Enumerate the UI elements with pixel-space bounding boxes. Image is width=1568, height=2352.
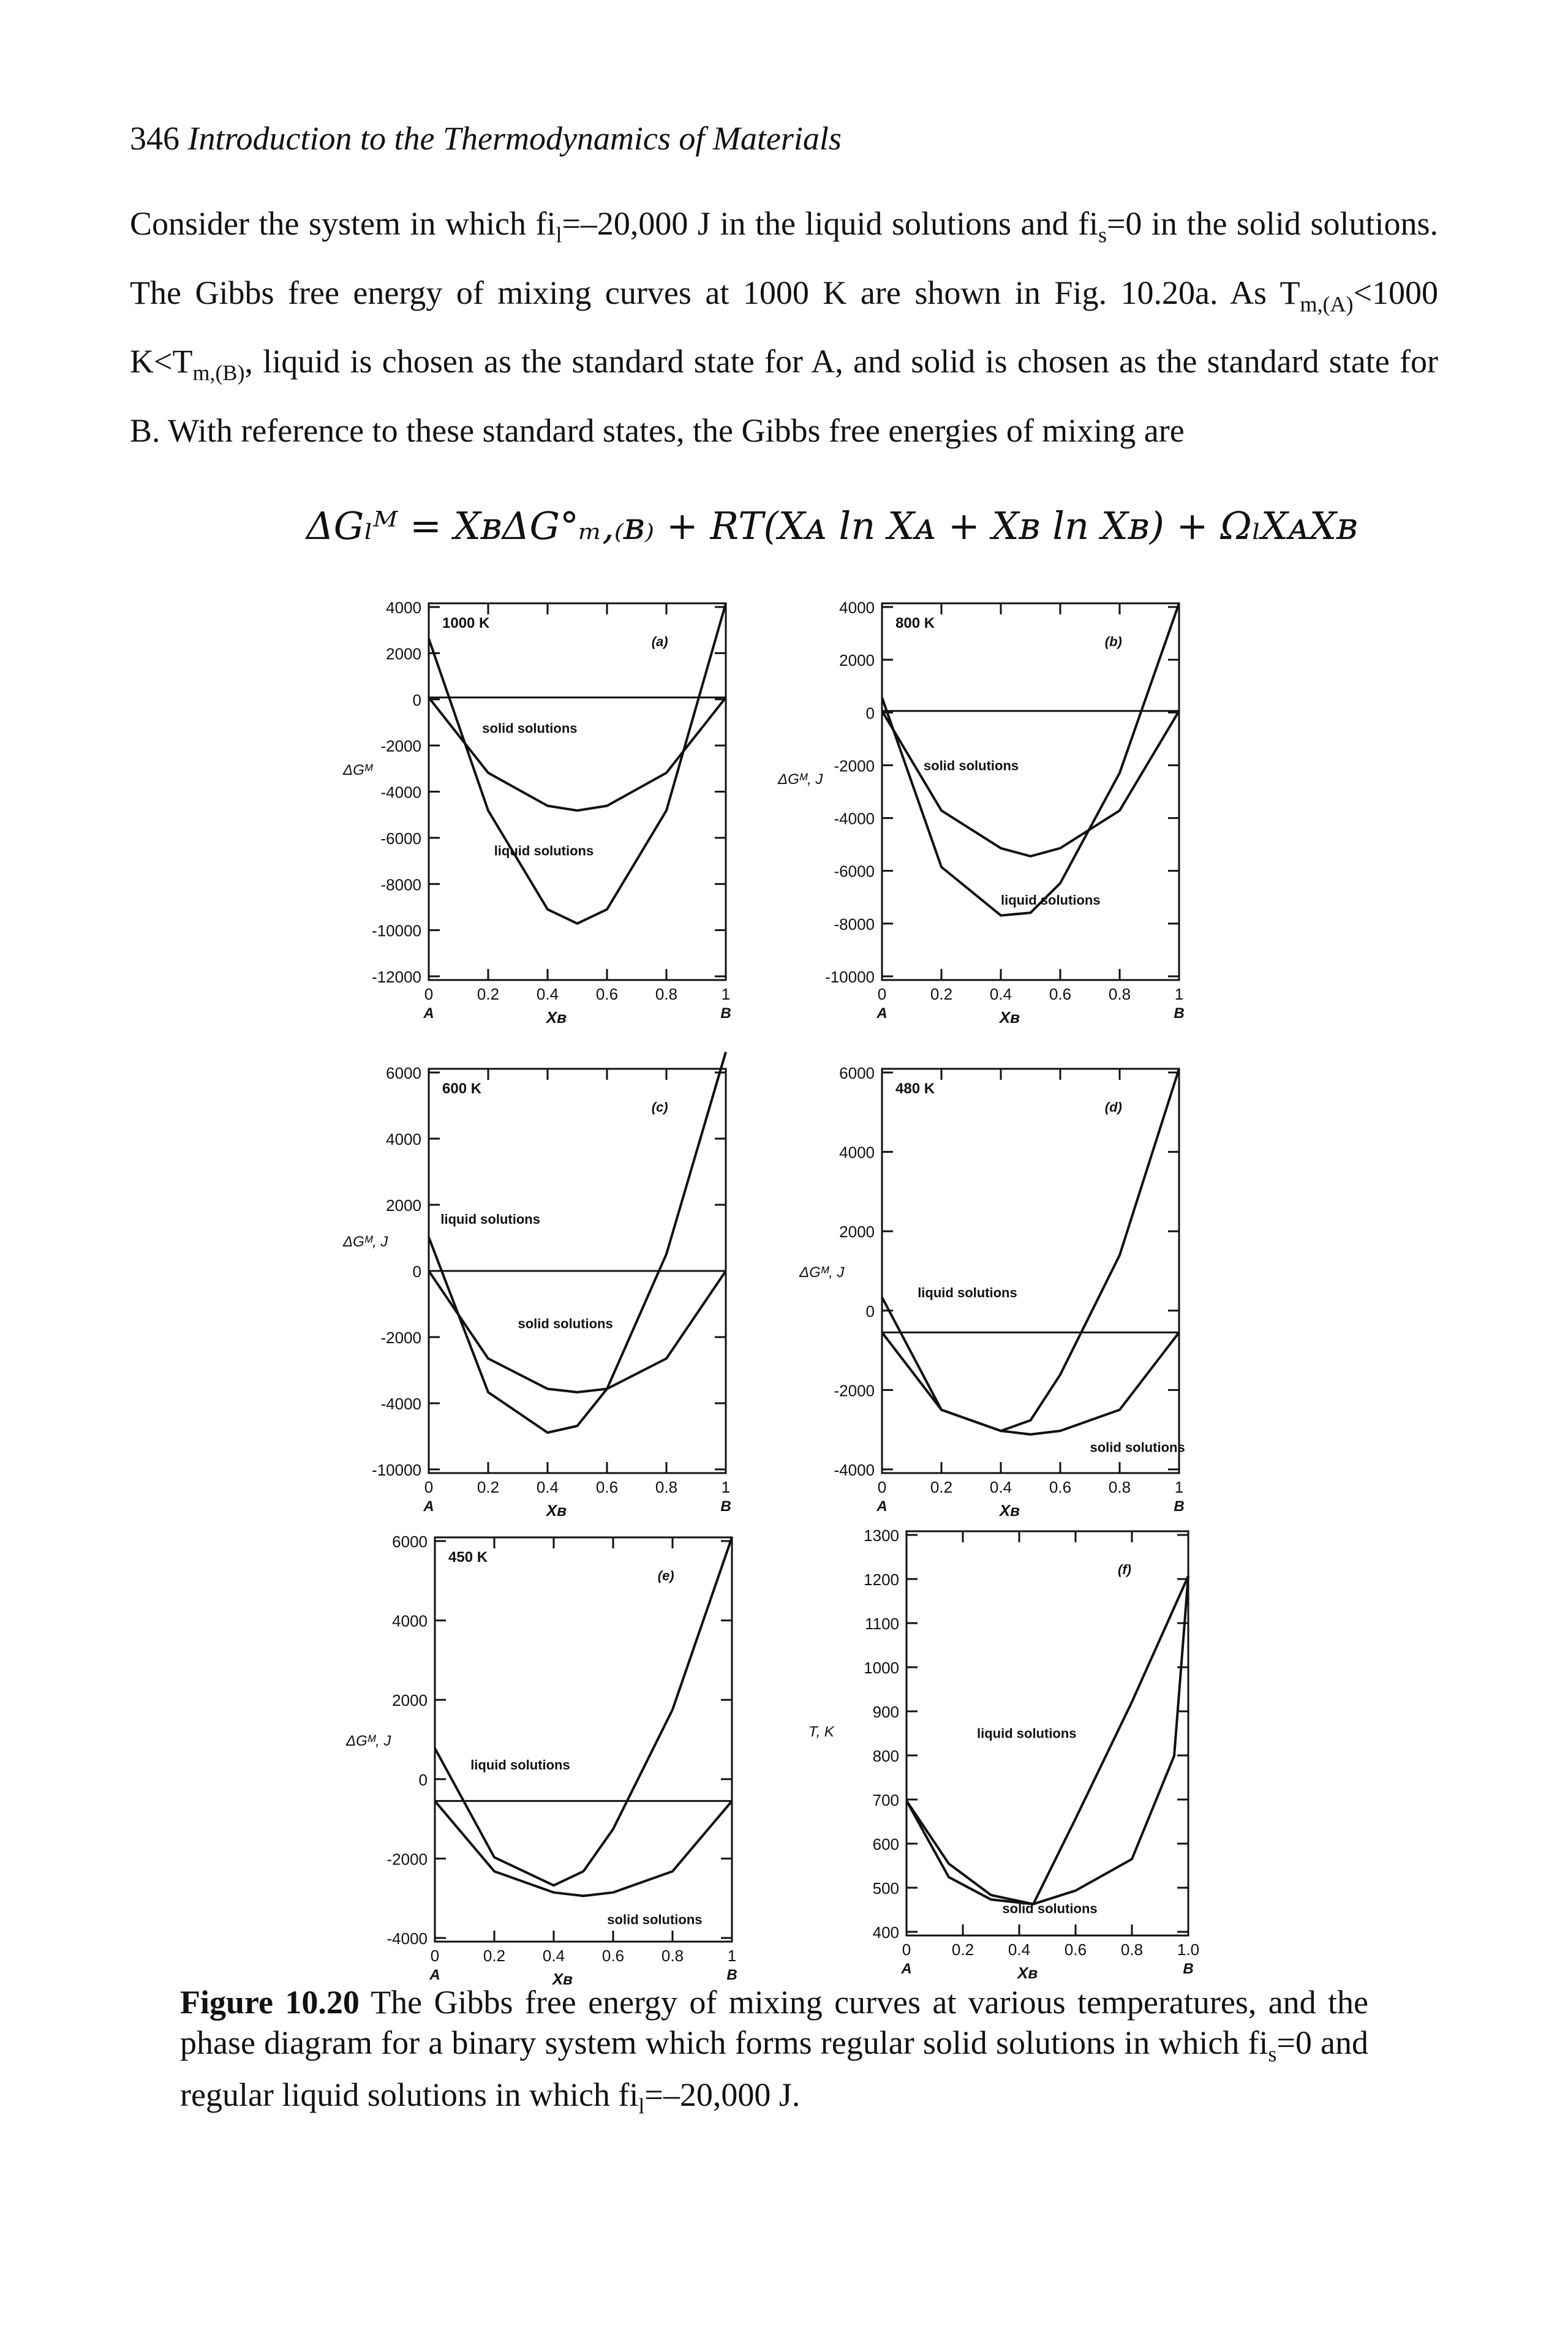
panel-6-end-label-a: A <box>901 1961 912 1977</box>
panel-4-xtick-label: 0.4 <box>989 1478 1012 1496</box>
panel-4-ylabel: ΔGᴹ, J <box>799 1264 845 1281</box>
para-sub-3: m,(A) <box>1300 292 1354 317</box>
panel-6-series-1 <box>907 1576 1188 1904</box>
panel-5-frame <box>435 1537 732 1942</box>
panel-6-xtick-label: 0.2 <box>951 1940 974 1959</box>
figure-caption <box>180 1982 1368 2126</box>
panel-2-ytick-label: 4000 <box>839 598 875 617</box>
panel-2-xtick-label: 0.2 <box>930 985 953 1003</box>
panel-6-ytick-label: 400 <box>872 1923 899 1942</box>
panel-1-xtick-label: 0 <box>424 985 434 1003</box>
panel-4-ytick-label: 2000 <box>839 1223 875 1242</box>
panel-2-series-2 <box>882 603 1179 916</box>
para-text-3: =0 in the solid solutions. The Gibbs free energy of mixing curves at 1000 K are shown in Fig. 10.20a. As T <box>130 205 1438 311</box>
panel-3-end-label-a: A <box>423 1498 434 1515</box>
para-text-5: , liquid is chosen as the standard state for A, and solid is chosen as the standard state for B. With reference to these standard states, the Gibbs free energies of mixing are <box>130 343 1438 449</box>
panel-6-xtick-label: 0 <box>902 1940 911 1959</box>
panel-4-ytick-label: 4000 <box>839 1143 875 1162</box>
panel-6-xtick-label: 1.0 <box>1177 1940 1200 1959</box>
panel-2-annotation: liquid solutions <box>1001 892 1101 908</box>
panel-4-end-label-a: A <box>876 1498 888 1515</box>
panel-6-xlabel: Xʙ <box>1017 1964 1038 1982</box>
panel-5-xtick-label: 0.2 <box>483 1947 506 1965</box>
panel-6-ytick-label: 700 <box>872 1791 899 1809</box>
panel-5-xtick-label: 0.6 <box>601 1947 625 1965</box>
panel-6-ytick-label: 1200 <box>864 1570 899 1589</box>
panel-1-ytick-label: -12000 <box>372 968 421 986</box>
panel-5-xtick-label: 0.8 <box>661 1947 684 1965</box>
panel-5-annotation: solid solutions <box>607 1912 703 1928</box>
panel-2-series-1 <box>882 711 1179 856</box>
panel-6-xtick-label: 0.6 <box>1064 1940 1087 1959</box>
panel-4-annotation: liquid solutions <box>918 1285 1017 1301</box>
para-sub-2: s <box>1098 222 1107 247</box>
book-title: Introduction to the Thermodynamics of Materials <box>187 120 842 157</box>
panel-2-ytick-label: -8000 <box>834 914 875 933</box>
panel-5-panel-letter: (e) <box>657 1568 674 1583</box>
panel-6-end-label-b: B <box>1183 1961 1194 1977</box>
caption-text-1: The Gibbs free energy of mixing curves at various temperatures, and the phase diagram for a binary system which forms regular solid solutions in which fi <box>180 1984 1368 2061</box>
panel-4-series-2 <box>882 1332 1179 1434</box>
panel-3-xtick-label: 0 <box>424 1478 434 1496</box>
panel-5-xtick-label: 1 <box>727 1947 737 1965</box>
panel-4-frame <box>882 1069 1179 1473</box>
panel-3-xtick-label: 0.4 <box>536 1478 559 1496</box>
panel-6-ytick-label: 500 <box>872 1879 899 1898</box>
panel-3-xtick-label: 0.8 <box>655 1478 678 1496</box>
panel-5-xtick-label: 0 <box>430 1947 440 1965</box>
panel-4-xtick-label: 0 <box>877 1478 887 1496</box>
panel-5-xtick-label: 0.4 <box>542 1947 565 1965</box>
panel-6-ylabel: T, K <box>809 1724 834 1740</box>
panel-6-annotation: solid solutions <box>1002 1901 1098 1917</box>
panel-2-ytick-label: 0 <box>865 704 875 723</box>
panel-6-series-2 <box>907 1576 1188 1904</box>
panel-4-xlabel: Xʙ <box>999 1501 1020 1520</box>
panel-3-ytick-label: -2000 <box>380 1329 421 1347</box>
panel-5-series-2 <box>435 1801 732 1896</box>
panel-5-ytick-label: -2000 <box>386 1850 428 1869</box>
panel-6-frame <box>907 1531 1188 1936</box>
panel-5-annotation: liquid solutions <box>470 1757 570 1773</box>
panel-1-xlabel: Xʙ <box>546 1008 567 1027</box>
panel-1-end-label-b: B <box>720 1005 731 1022</box>
panel-3-ytick-label: 6000 <box>386 1064 421 1082</box>
panel-2-ylabel: ΔGᴹ, J <box>778 771 823 788</box>
panel-4-xtick-label: 1 <box>1174 1478 1184 1496</box>
panel-6-xtick-label: 0.4 <box>1008 1940 1031 1959</box>
body-paragraph <box>130 195 1438 459</box>
panel-4-ytick-label: -4000 <box>834 1461 875 1479</box>
panel-3-series-2 <box>429 1271 726 1392</box>
panel-2-end-label-b: B <box>1174 1005 1185 1022</box>
para-text-1: Consider the system in which fi <box>130 205 556 242</box>
caption-text-2: =0 and regular liquid solutions in which fi <box>180 2024 1368 2113</box>
panel-2-annotation: solid solutions <box>923 758 1019 774</box>
panel-1-xtick-label: 0.4 <box>536 985 559 1003</box>
panel-1-annotation: liquid solutions <box>494 843 594 859</box>
panel-2-xlabel: Xʙ <box>999 1008 1020 1027</box>
panel-5-ylabel: ΔGᴹ, J <box>346 1733 391 1749</box>
panel-5-ytick-label: 2000 <box>392 1691 428 1710</box>
panel-6-ytick-label: 1300 <box>864 1526 899 1545</box>
panel-2-xtick-label: 0 <box>877 985 887 1003</box>
panel-1-ytick-label: 0 <box>412 690 421 709</box>
panel-3-series-1 <box>429 1052 726 1433</box>
panel-1-ytick-label: -2000 <box>380 737 421 756</box>
panel-6-annotation: liquid solutions <box>977 1725 1077 1741</box>
panel-1-annotation: solid solutions <box>482 720 578 736</box>
panel-5-temperature-label: 450 K <box>448 1549 488 1566</box>
panel-6-ytick-label: 1100 <box>865 1615 899 1633</box>
panel-2-panel-letter: (b) <box>1104 634 1122 649</box>
running-header <box>130 119 842 157</box>
panel-6-xtick-label: 0.8 <box>1120 1940 1144 1959</box>
caption-label: Figure 10.20 <box>180 1984 360 2021</box>
panel-2-frame <box>882 603 1179 980</box>
panel-1-ytick-label: 4000 <box>386 598 421 617</box>
panel-2-end-label-a: A <box>876 1005 888 1022</box>
panel-3-xtick-label: 0.6 <box>595 1478 619 1496</box>
panel-4-ytick-label: -2000 <box>834 1381 875 1400</box>
panel-4-series-1 <box>882 1069 1179 1431</box>
panel-2-ytick-label: -6000 <box>834 862 875 881</box>
panel-3-frame <box>429 1069 726 1473</box>
para-sub-4: m,(B) <box>192 360 245 385</box>
panel-4-annotation: solid solutions <box>1090 1439 1185 1455</box>
panel-1-ytick-label: -6000 <box>380 829 421 848</box>
panel-5-end-label-b: B <box>726 1967 737 1983</box>
panel-6-ytick-label: 900 <box>872 1703 899 1721</box>
page-number: 346 <box>130 120 179 157</box>
panel-5-ytick-label: 0 <box>418 1770 428 1789</box>
panel-6-ytick-label: 800 <box>872 1747 899 1765</box>
panel-1-temperature-label: 1000 K <box>442 615 490 631</box>
panel-2-ytick-label: -4000 <box>834 809 875 828</box>
panel-1-ytick-label: 2000 <box>386 644 421 663</box>
panel-3-ytick-label: 2000 <box>386 1196 421 1215</box>
panel-2-xtick-label: 0.6 <box>1049 985 1072 1003</box>
panel-5-ytick-label: 6000 <box>392 1532 428 1551</box>
panel-3-ylabel: ΔGᴹ, J <box>343 1234 388 1250</box>
panel-5-ytick-label: 4000 <box>392 1611 428 1630</box>
panel-1-end-label-a: A <box>423 1005 434 1022</box>
caption-sub-1: s <box>1268 2041 1277 2067</box>
panel-1-ytick-label: -4000 <box>380 783 421 802</box>
panel-1-ytick-label: -8000 <box>380 875 421 894</box>
panel-1-series-1 <box>429 698 726 811</box>
panel-2-ytick-label: -2000 <box>834 756 875 775</box>
panel-3-ytick-label: -4000 <box>380 1395 421 1413</box>
panel-2-xtick-label: 0.4 <box>989 985 1012 1003</box>
panel-3-panel-letter: (c) <box>651 1099 668 1115</box>
panel-3-end-label-b: B <box>720 1498 731 1515</box>
panel-1-xtick-label: 0.6 <box>595 985 619 1003</box>
panel-5-series-1 <box>435 1537 732 1885</box>
gibbs-equation: ΔGₗᴹ = XʙΔG°ₘ,₍ʙ₎ + RT(Xᴀ ln Xᴀ + Xʙ ln Xʙ) + ΩₗXᴀXʙ <box>306 503 1358 548</box>
panel-1-xtick-label: 0.2 <box>477 985 500 1003</box>
panel-2-ytick-label: -10000 <box>825 968 875 986</box>
panel-4-temperature-label: 480 K <box>895 1080 935 1097</box>
panel-4-panel-letter: (d) <box>1104 1099 1122 1115</box>
panel-5-xlabel: Xʙ <box>552 1970 573 1988</box>
panel-3-ytick-label: 0 <box>412 1262 421 1281</box>
panel-3-xlabel: Xʙ <box>546 1501 567 1520</box>
panel-6-ytick-label: 1000 <box>864 1659 899 1677</box>
panel-1-ytick-label: -10000 <box>372 921 421 940</box>
panel-2-xtick-label: 0.8 <box>1108 985 1131 1003</box>
panel-1-frame <box>429 603 726 980</box>
panel-3-annotation: liquid solutions <box>440 1212 540 1227</box>
panel-4-xtick-label: 0.8 <box>1108 1478 1131 1496</box>
panel-4-end-label-b: B <box>1174 1498 1185 1515</box>
panel-5-ytick-label: -4000 <box>386 1929 428 1948</box>
panel-3-ytick-label: -10000 <box>372 1461 421 1479</box>
panel-4-xtick-label: 0.6 <box>1049 1478 1072 1496</box>
caption-sub-2: l <box>638 2094 645 2119</box>
panel-4-ytick-label: 0 <box>865 1302 875 1321</box>
panel-2-ytick-label: 2000 <box>839 651 875 670</box>
panel-3-annotation: solid solutions <box>518 1316 613 1332</box>
panel-5-end-label-a: A <box>429 1967 440 1983</box>
panel-1-series-2 <box>429 603 726 924</box>
panel-3-xtick-label: 1 <box>721 1478 731 1496</box>
panel-4-ytick-label: 6000 <box>839 1064 875 1082</box>
panel-1-xtick-label: 0.8 <box>655 985 678 1003</box>
panel-1-ylabel: ΔGᴹ <box>343 762 373 778</box>
panel-6-panel-letter: (f) <box>1118 1562 1131 1577</box>
panel-6-ytick-label: 600 <box>872 1835 899 1853</box>
panel-2-xtick-label: 1 <box>1174 985 1184 1003</box>
para-text-4: <1000 K<T <box>130 274 1438 380</box>
para-sub-1: l <box>556 222 562 247</box>
panel-3-xtick-label: 0.2 <box>477 1478 500 1496</box>
para-text-2: =–20,000 J in the liquid solutions and fi <box>562 205 1098 242</box>
panel-3-temperature-label: 600 K <box>442 1080 482 1097</box>
caption-text-3: =–20,000 J. <box>644 2076 801 2113</box>
panel-1-xtick-label: 1 <box>721 985 731 1003</box>
panel-2-temperature-label: 800 K <box>895 615 935 631</box>
panel-3-ytick-label: 4000 <box>386 1130 421 1148</box>
panel-4-xtick-label: 0.2 <box>930 1478 953 1496</box>
panel-1-panel-letter: (a) <box>651 634 668 649</box>
